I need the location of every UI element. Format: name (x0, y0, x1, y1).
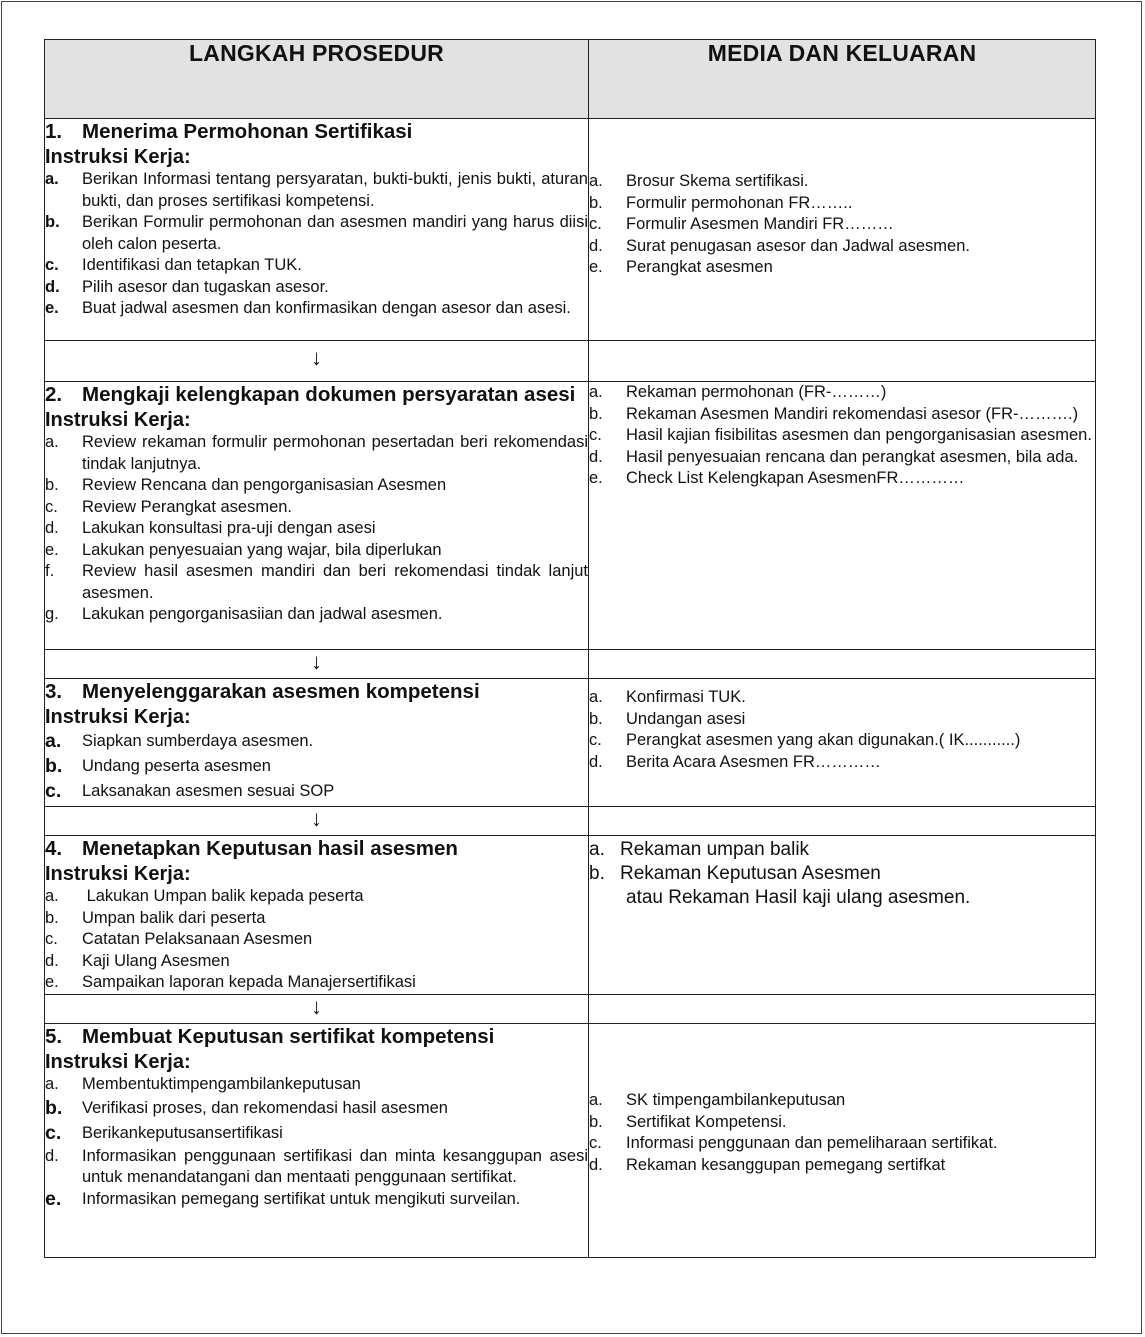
table-header-row (45, 40, 1096, 119)
list-item: b. Review Rencana dan pengorganisasian Asesmen (45, 476, 447, 494)
list-item: c. Laksanakan asesmen sesuai SOP (45, 780, 335, 802)
instruksi-kerja-label: Instruksi Kerja: (45, 863, 191, 885)
step-1-procedure (45, 119, 589, 341)
arrow-row (45, 341, 1096, 382)
list-item: d. Kaji Ulang Asesmen (45, 951, 230, 970)
output-item: a. SK timpengambilankeputusan (589, 1091, 846, 1109)
list-item: e. Sampaikan laporan kepada Manajersertifikasi (45, 973, 416, 991)
output-item: e. Perangkat asesmen (589, 258, 773, 276)
output-item: d. Hasil penyesuaian rencana dan perangkat asesmen, bila ada. (589, 447, 1079, 466)
step-1-title: 1. Menerima Permohonan Sertifikasi (45, 120, 413, 143)
instruksi-kerja-label: Instruksi Kerja: (45, 409, 191, 431)
step-row-5 (45, 1024, 1096, 1258)
step-2-title: 2. Mengkaji kelengkapan dokumen persyaratan asesi (45, 383, 576, 406)
list-item: a. Membentuktimpengambilankeputusan (45, 1075, 361, 1093)
output-item: c. Formulir Asesmen Mandiri FR……… (589, 215, 894, 233)
list-item: a. Siapkan sumberdaya asesmen. (45, 730, 314, 752)
output-item: c. Perangkat asesmen yang akan digunakan.( IK...........) (589, 731, 1021, 749)
list-item: d. Lakukan konsultasi pra-uji dengan asesi (45, 519, 376, 537)
step-row-4 (45, 836, 1096, 995)
step-3-outputs (589, 679, 1096, 807)
output-item: a. Brosur Skema sertifikasi. (589, 172, 809, 190)
list-item: b. Berikan Formulir permohonan dan asesmen mandiri yang harus diisi oleh calon peserta. (45, 213, 588, 253)
list-item: c. Berikankeputusansertifikasi (45, 1121, 283, 1144)
list-item: e. Lakukan penyesuaian yang wajar, bila diperlukan (45, 540, 442, 559)
instruksi-kerja-label: Instruksi Kerja: (45, 706, 191, 728)
output-item: c. Informasi penggunaan dan pemeliharaan sertifikat. (589, 1134, 998, 1152)
step-row-2 (45, 382, 1096, 650)
arrow-row (45, 807, 1096, 836)
list-item: c. Review Perangkat asesmen. (45, 497, 293, 516)
list-item: a. Berikan Informasi tentang persyaratan, bukti-bukti, jenis bukti, aturan bukti, dan proses sertifikasi kompetensi. (45, 170, 588, 210)
list-item: g. Lakukan pengorganisasiian dan jadwal asesmen. (45, 605, 443, 623)
down-arrow-icon: ↓ (311, 649, 322, 674)
list-item: c. Catatan Pelaksanaan Asesmen (45, 930, 313, 948)
step-4-procedure (45, 836, 589, 995)
step-5-title: 5. Membuat Keputusan sertifikat kompetensi (45, 1025, 495, 1048)
step-3-procedure (45, 679, 589, 807)
list-item: b. Verifikasi proses, dan rekomendasi hasil asesmen (45, 1096, 448, 1119)
step-5-procedure (45, 1024, 589, 1258)
step-row-3 (45, 679, 1096, 807)
output-item: a. Rekaman permohonan (FR-………) (589, 383, 887, 401)
output-item: e. Check List Kelengkapan AsesmenFR………… (589, 469, 965, 487)
list-item: b. Undang peserta asesmen (45, 755, 271, 777)
instruksi-kerja-label: Instruksi Kerja: (45, 146, 191, 168)
output-item: d. Berita Acara Asesmen FR………… (589, 752, 881, 771)
output-item: b. Undangan asesi (589, 709, 746, 728)
list-item: e. Buat jadwal asesmen dan konfirmasikan dengan asesor dan asesi. (45, 299, 571, 317)
header-langkah-prosedur: LANGKAH PROSEDUR (45, 40, 589, 119)
list-item: a. Lakukan Umpan balik kepada peserta (45, 887, 364, 905)
list-item: b. Umpan balik dari peserta (45, 908, 266, 927)
list-item: e. Informasikan pemegang sertifikat untuk mengikuti surveilan. (45, 1187, 521, 1210)
list-item: c. Identifikasi dan tetapkan TUK. (45, 256, 302, 274)
output-item: a. Rekaman umpan balik (589, 839, 810, 860)
list-item: d. Pilih asesor dan tugaskan asesor. (45, 277, 329, 296)
header-media-dan-keluaran: MEDIA DAN KELUARAN (589, 40, 1096, 119)
step-2-outputs (589, 382, 1096, 650)
output-item: b. Rekaman Asesmen Mandiri rekomendasi asesor (FR-……….) (589, 404, 1079, 423)
step-3-title: 3. Menyelenggarakan asesmen kompetensi (45, 680, 480, 703)
output-item: c. Hasil kajian fisibilitas asesmen dan pengorganisasian asesmen. (589, 426, 1092, 444)
output-item: d. Rekaman kesanggupan pemegang sertifkat (589, 1155, 946, 1174)
step-row-1 (45, 119, 1096, 341)
list-item: d. Informasikan penggunaan sertifikasi dan minta kesanggupan asesi untuk menandatangani dan mentaati penggunaan sertifikat. (45, 1146, 588, 1186)
output-item: b. Formulir permohonan FR…….. (589, 193, 853, 212)
step-4-title: 4. Menetapkan Keputusan hasil asesmen (45, 837, 458, 860)
output-item: d. Surat penugasan asesor dan Jadwal asesmen. (589, 236, 970, 255)
arrow-row (45, 650, 1096, 679)
arrow-row (45, 995, 1096, 1024)
step-4-outputs (589, 836, 1096, 995)
step-2-procedure (45, 382, 589, 650)
procedure-table (44, 39, 1096, 1258)
step-5-outputs (589, 1024, 1096, 1258)
list-item: f. Review hasil asesmen mandiri dan beri rekomendasi tindak lanjut asesmen. (45, 562, 588, 602)
output-item: b. Rekaman Keputusan Asesmen (589, 863, 881, 884)
down-arrow-icon: ↓ (311, 345, 322, 370)
list-item: a. Review rekaman formulir permohonan pesertadan beri rekomendasi tindak lanjutnya. (45, 433, 588, 473)
instruksi-kerja-label: Instruksi Kerja: (45, 1051, 191, 1073)
step-1-outputs (589, 119, 1096, 341)
down-arrow-icon: ↓ (311, 994, 322, 1019)
down-arrow-icon: ↓ (311, 806, 322, 831)
output-item-continuation: atau Rekaman Hasil kaji ulang asesmen. (626, 887, 971, 908)
output-item: b. Sertifikat Kompetensi. (589, 1112, 787, 1131)
output-item: a. Konfirmasi TUK. (589, 688, 746, 706)
